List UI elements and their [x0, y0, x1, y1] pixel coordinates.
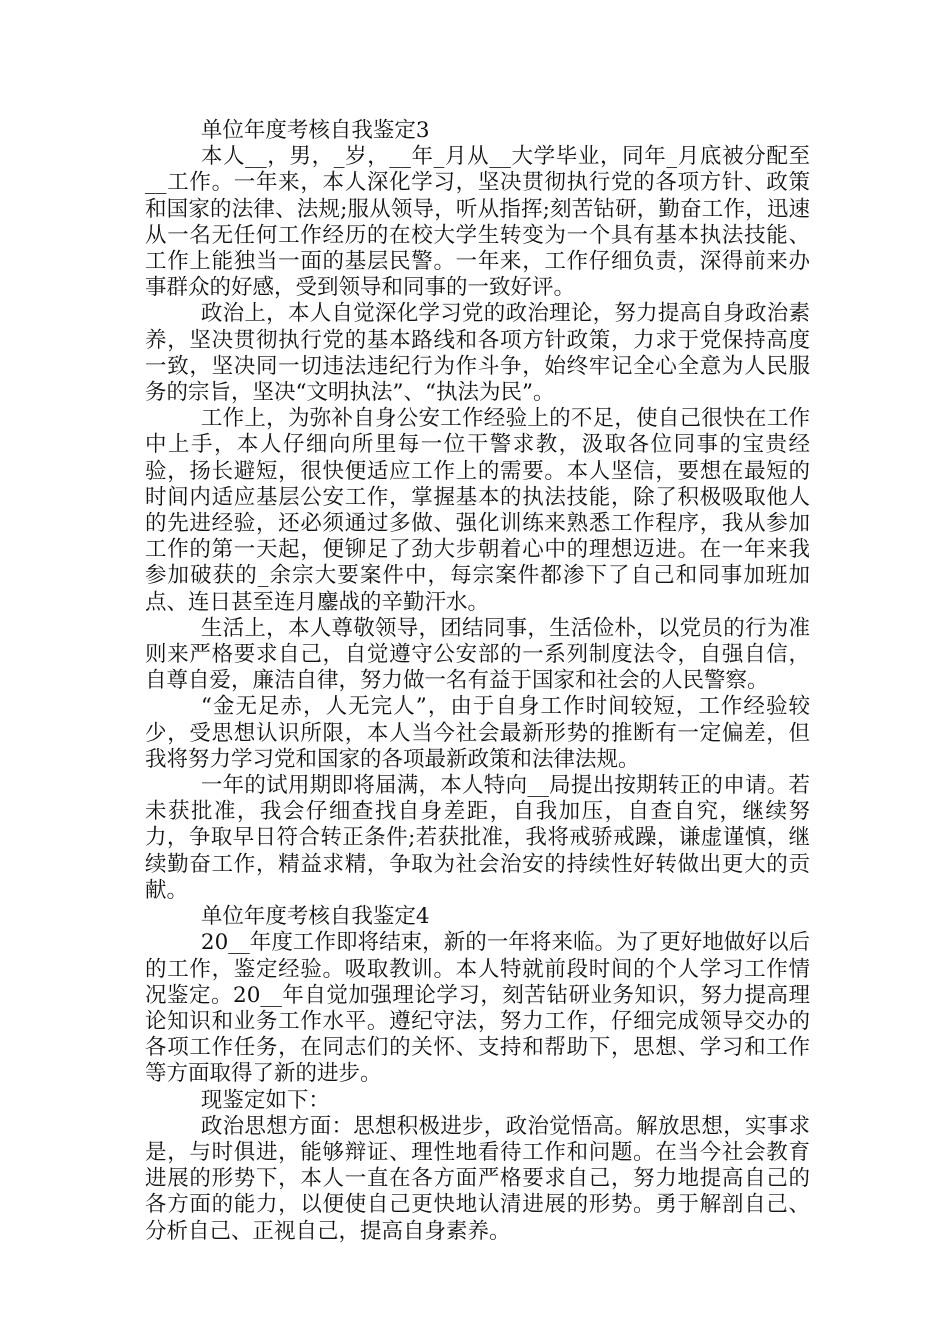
paragraph-work: 工作上，为弥补自身公安工作经验上的不足，使自己很快在工作中上手，本人仔细向所里每一位干警求教，汲取各位同事的宝贵经验，扬长避短，很快便适应工作上的需要。本人坚信，要想在最短的时间内适应基层公安工作，掌握基本的执法技能，除了积极吸取他人的先进经验，还必须通过多做、强化训练来熟悉工作程序，我从参加工作的第一天起，便铆足了劲大步朝着心中的理想迈进。在一年来我参加破获的_余宗大要案件中，每宗案件都渗下了自己和同事加班加点、连日甚至连月鏖战的辛勤汗水。 — [145, 406, 810, 615]
paragraph-intro: 本人__，男，_岁，__年_月从__大学毕业，同年_月底被分配至__工作。一年来，本人深化学习，坚决贯彻执行党的各项方针、政策和国家的法律、法规;服从领导，听从指挥;刻苦钻研，勤奋工作，迅速从一名无任何工作经历的在校大学生转变为一个具有基本执法技能、工作上能独当一面的基层民警。一年来，工作仔细负责，深得前来办事群众的好感，受到领导和同事的一致好评。 — [145, 144, 810, 301]
paragraph-year-summary: 20__年度工作即将结束，新的一年将来临。为了更好地做好以后的工作，鉴定经验。吸取教训。本人特就前段时间的个人学习工作情况鉴定。20__年自觉加强理论学习，刻苦钻研业务知识，努力提高理论知识和业务工作水平。遵纪守法，努力工作，仔细完成领导交办的各项工作任务，在同志们的关怀、支持和帮助下，思想、学习和工作等方面取得了新的进步。 — [145, 930, 810, 1087]
paragraph-politics: 政治上，本人自觉深化学习党的政治理论，努力提高自身政治素养，坚决贯彻执行党的基本路线和各项方针政策，力求于党保持高度一致，坚决同一切违法违纪行为作斗争，始终牢记全心全意为人民服务的宗旨，坚决“文明执法”、“执法为民”。 — [145, 301, 810, 406]
section-heading-4: 单位年度考核自我鉴定4 — [200, 904, 430, 930]
paragraph-shortcomings: “金无足赤，人无完人”，由于自身工作时间较短，工作经验较少，受思想认识所限，本人当今社会最新形势的推断有一定偏差，但我将努力学习党和国家的各项最新政策和法律法规。 — [145, 694, 810, 772]
paragraph-probation: 一年的试用期即将届满，本人特向__局提出按期转正的申请。若未获批准，我会仔细查找自身差距，自我加压，自查自究，继续努力，争取早日符合转正条件;若获批准，我将戒骄戒躁，谦虚谨慎，继续勤奋工作，精益求精，争取为社会治安的持续性好转做出更大的贡献。 — [145, 773, 810, 903]
section-heading-3: 单位年度考核自我鉴定3 — [200, 118, 430, 143]
paragraph-political-thought: 政治思想方面：思想积极进步，政治觉悟高。解放思想，实事求是，与时俱进，能够辩证、理性地看待工作和问题。在当今社会教育进展的形势下，本人一直在各方面严格要求自己，努力地提高自己的各方面的能力，以便使自己更快地认清进展的形势。勇于解剖自己、分析自己、正视自己，提高自身素养。 — [145, 1113, 810, 1244]
paragraph-life: 生活上，本人尊敬领导，团结同事，生活俭朴，以党员的行为准则来严格要求自己，自觉遵守公安部的一系列制度法令，自强自信，自尊自爱，廉洁自律，努力做一名有益于国家和社会的人民警察。 — [145, 615, 810, 694]
document-body — [145, 118, 810, 1245]
paragraph-assessment-lead: 现鉴定如下： — [200, 1087, 330, 1113]
